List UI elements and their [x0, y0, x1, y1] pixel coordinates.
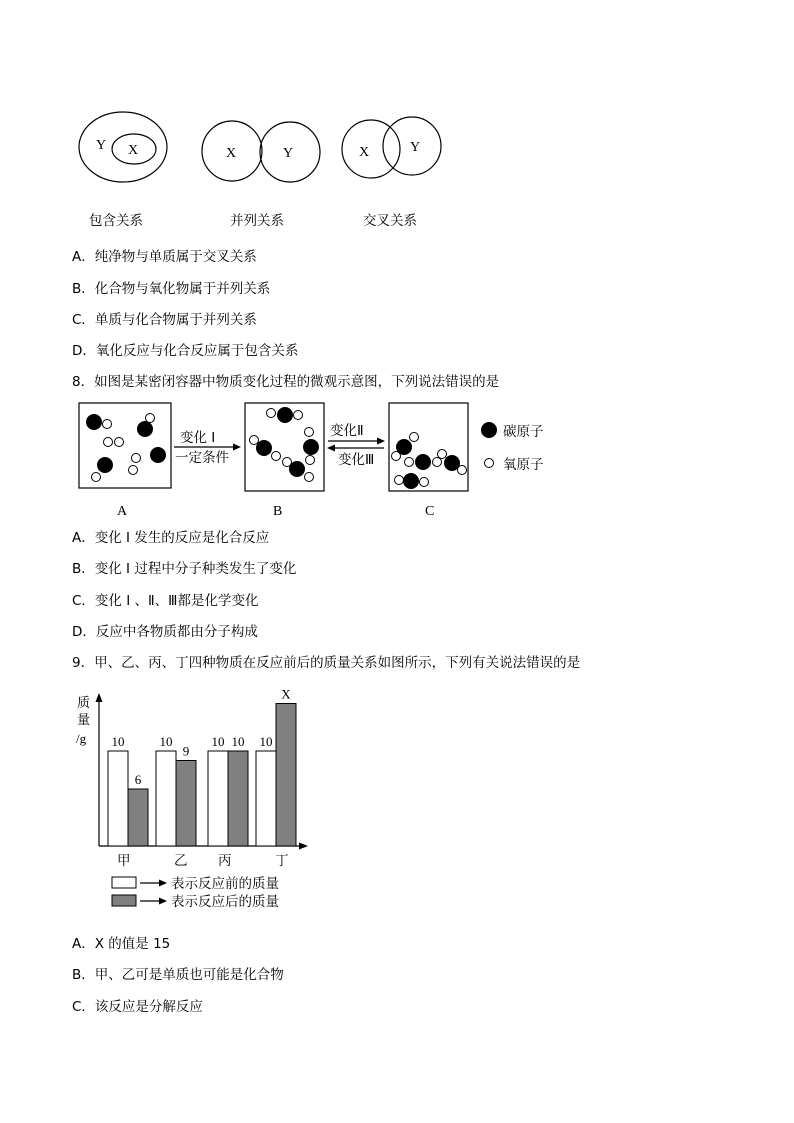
box-b-particles [250, 408, 319, 482]
y-axis-label-line-3: /g [76, 731, 87, 746]
q7-option-b: B．化合物与氧化物属于并列关系 [72, 281, 271, 297]
carbon-atom [290, 462, 305, 477]
reaction-arrow-3-head [327, 445, 335, 452]
bar-value-label: 10 [231, 734, 245, 749]
box-label-b: B [273, 504, 283, 519]
box-label-c: C [425, 504, 435, 519]
q8-option-d: D．反应中各物质都由分子构成 [72, 624, 258, 640]
q8-micro-diagram [0, 396, 794, 526]
box-c-particles [392, 433, 467, 489]
oxygen-atom [103, 420, 112, 429]
venn-caption-inclusion: 包含关系 [89, 213, 143, 229]
oxygen-atom [458, 466, 467, 475]
bar-after-丁 [276, 704, 296, 847]
bar-value-label: 6 [134, 772, 142, 787]
oxygen-atom [395, 476, 404, 485]
q9-stem: 9．甲、乙、丙、丁四种物质在反应前后的质量关系如图所示，下列有关说法错误的是 [72, 655, 581, 671]
venn-outer-label: Y [96, 138, 107, 153]
q7-option-c: C．单质与化合物属于并列关系 [72, 312, 257, 328]
category-label: 乙 [174, 853, 188, 869]
carbon-atom [416, 455, 431, 470]
bar-value-label: 9 [182, 743, 190, 759]
oxygen-atom [104, 438, 113, 447]
q8-option-c: C．变化 I 、Ⅱ、Ⅲ都是化学变化 [72, 593, 259, 609]
oxygen-atom [392, 452, 401, 461]
venn-caption-parallel: 并列关系 [230, 213, 284, 229]
carbon-atom [98, 458, 113, 473]
oxygen-atom [405, 458, 414, 467]
arrow-3-label: 变化Ⅲ [338, 452, 375, 468]
legend-carbon-atom [482, 423, 497, 438]
q7-option-a: A．纯净物与单质属于交叉关系 [72, 249, 257, 265]
category-label: 丁 [275, 853, 289, 869]
bar-after-丙 [228, 751, 248, 846]
carbon-atom [445, 456, 460, 471]
legend-after-arrow-head [159, 898, 167, 905]
q8-stem: 8．如图是某密闭容器中物质变化过程的微观示意图，下列说法错误的是 [72, 374, 500, 390]
bar-value-label: 10 [111, 734, 125, 749]
bar-value-label: 10 [211, 734, 225, 749]
box-label-a: A [117, 504, 128, 519]
oxygen-atom [294, 411, 303, 420]
bar-before-甲 [108, 751, 128, 846]
venn-parallel [202, 121, 320, 182]
q9-option-a: A．X 的值是 15 [72, 936, 171, 952]
legend-after-label: 表示反应后的质量 [171, 894, 279, 910]
carbon-atom [278, 408, 293, 423]
oxygen-atom [250, 436, 259, 445]
oxygen-atom [438, 450, 447, 459]
bar-value-label: 10 [159, 734, 173, 749]
venn-left-circle [342, 120, 400, 178]
category-label: 甲 [117, 853, 131, 869]
oxygen-atom [410, 433, 419, 442]
venn-diagrams [0, 100, 794, 200]
y-axis-label-line-2: 量 [77, 713, 91, 728]
oxygen-atom [306, 456, 315, 465]
oxygen-atom [132, 454, 141, 463]
carbon-atom [151, 448, 166, 463]
legend-after-swatch [112, 895, 136, 906]
legend-before-swatch [112, 877, 136, 888]
arrow-1-label-bottom: 一定条件 [175, 450, 229, 466]
legend-oxygen-label: 氧原子 [503, 457, 544, 473]
oxygen-atom [433, 458, 442, 467]
q7-option-d: D．氧化反应与化合反应属于包含关系 [72, 343, 299, 359]
y-axis-arrow [96, 693, 103, 702]
venn-caption-intersection: 交叉关系 [363, 213, 417, 229]
oxygen-atom [92, 473, 101, 482]
q9-option-b: B．甲、乙可是单质也可能是化合物 [72, 967, 284, 983]
carbon-atom [257, 441, 272, 456]
oxygen-atom [129, 466, 138, 475]
bar-after-甲 [128, 789, 148, 846]
category-label: 丙 [218, 853, 232, 869]
oxygen-atom [305, 473, 314, 482]
x-axis-arrow [299, 843, 308, 850]
carbon-atom [138, 422, 153, 437]
y-axis-label-line-1: 质 [77, 696, 91, 711]
reaction-arrow-1-head [233, 444, 241, 451]
venn-inclusion [79, 112, 167, 182]
venn-intersection [342, 117, 441, 178]
bar-before-乙 [156, 751, 176, 846]
reaction-arrow-2-head [377, 438, 385, 445]
venn-left-label: X [226, 146, 237, 161]
legend-oxygen-atom [485, 459, 494, 468]
box-a-particles [87, 414, 166, 482]
oxygen-atom [272, 452, 281, 461]
bar-after-乙 [176, 761, 196, 847]
venn-left-label: X [359, 145, 370, 160]
venn-right-label: Y [410, 140, 421, 155]
q9-option-c: C．该反应是分解反应 [72, 999, 203, 1015]
mass-bar-chart [0, 680, 794, 920]
venn-outer-ellipse [79, 112, 167, 182]
oxygen-atom [146, 414, 155, 423]
legend-before-label: 表示反应前的质量 [171, 876, 279, 892]
bar-before-丙 [208, 751, 228, 846]
oxygen-atom [267, 409, 276, 418]
legend-before-arrow-head [159, 880, 167, 887]
arrow-1-label-top: 变化 I [180, 430, 216, 446]
carbon-atom [304, 440, 319, 455]
bar-value-label: 10 [259, 734, 273, 749]
arrow-2-label: 变化Ⅱ [330, 423, 364, 439]
oxygen-atom [115, 438, 124, 447]
q8-option-b: B．变化 I 过程中分子种类发生了变化 [72, 561, 297, 577]
legend-carbon-label: 碳原子 [503, 424, 544, 440]
bar-before-丁 [256, 751, 276, 846]
oxygen-atom [305, 428, 314, 437]
oxygen-atom [420, 478, 429, 487]
venn-right-label: Y [283, 146, 294, 161]
q8-option-a: A．变化 I 发生的反应是化合反应 [72, 530, 270, 546]
venn-inner-label: X [128, 143, 139, 158]
bar-value-label: X [281, 686, 291, 702]
carbon-atom [404, 474, 419, 489]
carbon-atom [87, 415, 102, 430]
